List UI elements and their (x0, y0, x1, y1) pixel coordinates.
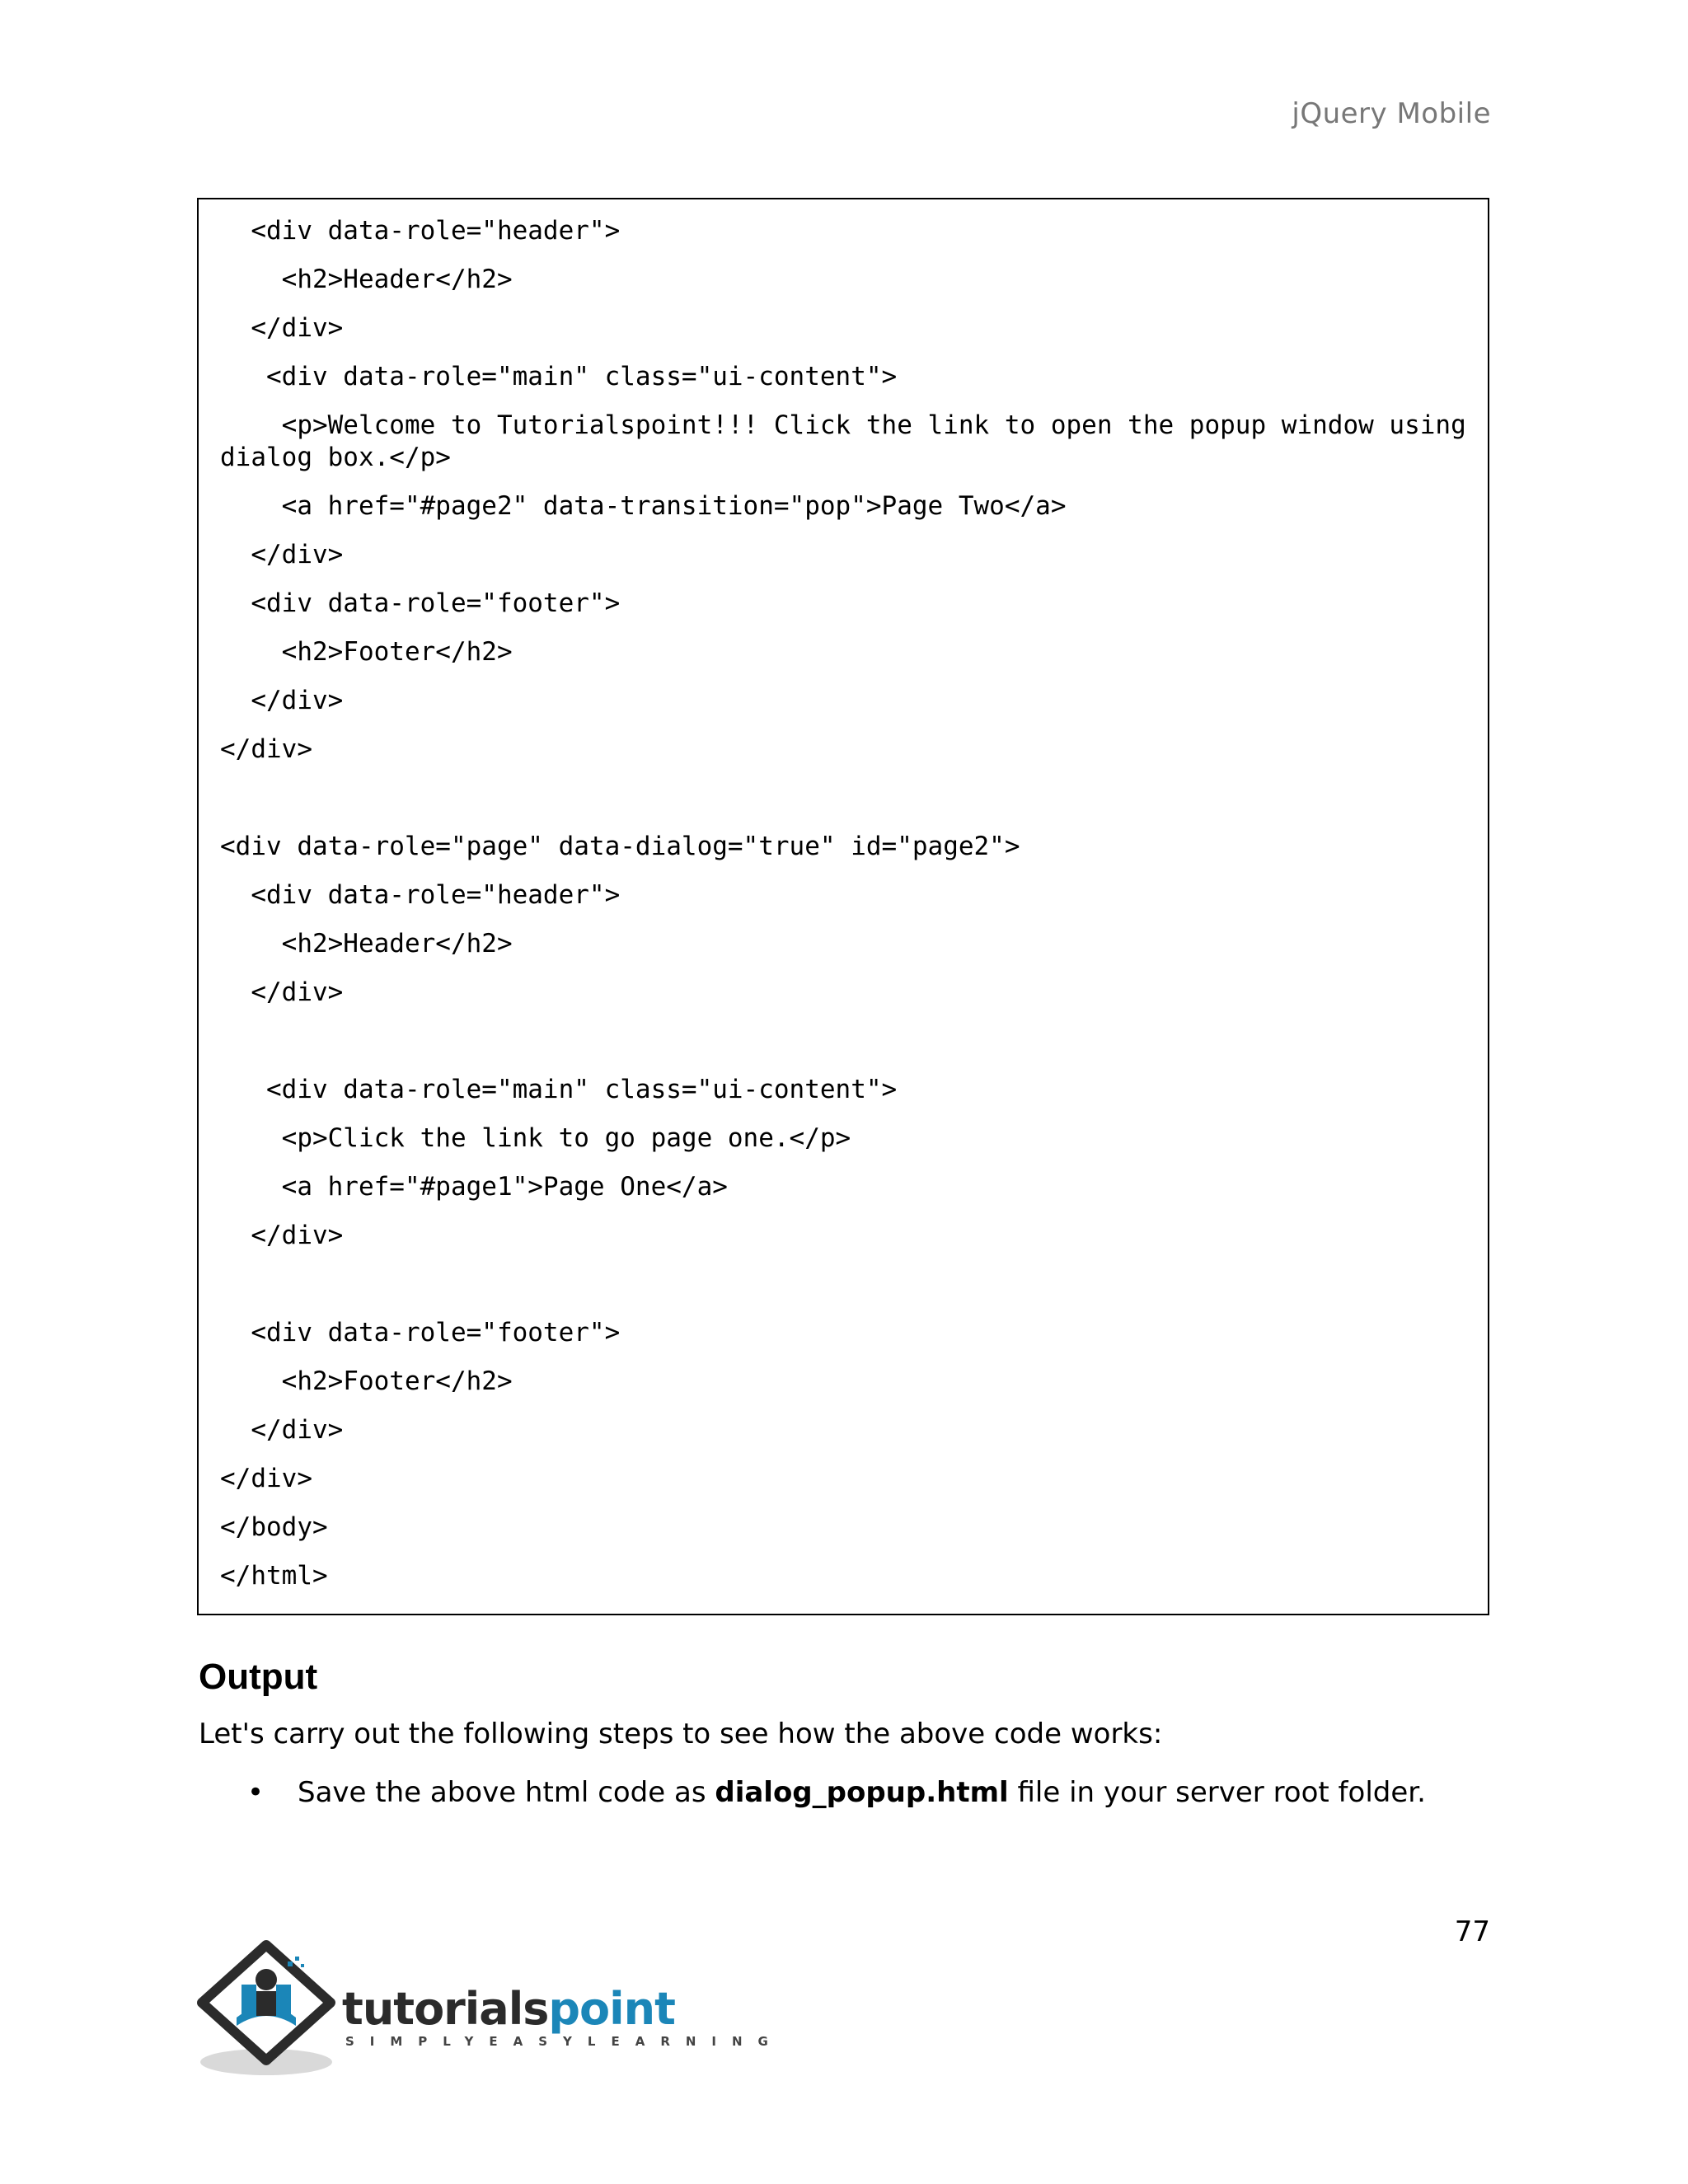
code-line: </div> (220, 540, 344, 569)
logo-word-part2: point (548, 1983, 675, 2035)
code-line: <div data-role="footer"> (220, 1318, 621, 1347)
code-line: </div> (220, 686, 344, 715)
list-item-text (298, 1776, 1426, 1809)
code-line: </div> (220, 977, 344, 1007)
file-name: dialog_popup.html (715, 1776, 1009, 1809)
code-line: </div> (220, 1221, 344, 1250)
code-line: <div data-role="main" class="ui-content"> (220, 1075, 898, 1104)
code-line: <div data-role="main" class="ui-content"> (220, 362, 898, 391)
code-line: <div data-role="footer"> (220, 588, 621, 618)
code-line: <h2>Footer</h2> (220, 637, 513, 667)
intro-paragraph: Let's carry out the following steps to see how the above code works: (199, 1718, 1163, 1750)
code-line: dialog box.</p> (220, 443, 451, 472)
code-line: </div> (220, 734, 312, 764)
code-line: <p>Welcome to Tutorialspoint!!! Click the link to open the popup window using (220, 410, 1466, 440)
code-line: <a href="#page1">Page One</a> (220, 1172, 728, 1202)
logo-word-part1: tutorials (342, 1983, 549, 2035)
code-line: <p>Click the link to go page one.</p> (220, 1123, 851, 1153)
code-line: <div data-role="header"> (220, 880, 621, 910)
code-line: </body> (220, 1512, 328, 1542)
code-line: <a href="#page2" data-transition="pop">Page Two</a> (220, 491, 1067, 521)
code-line: </div> (220, 1464, 312, 1493)
code-block (197, 198, 1489, 1615)
code-line: <h2>Footer</h2> (220, 1366, 513, 1396)
tutorialspoint-logo-icon (195, 1937, 344, 2085)
logo-wordmark (342, 1983, 675, 2035)
code-line: </div> (220, 1415, 344, 1445)
code-line: </div> (220, 313, 344, 343)
bullet-icon: • (247, 1776, 265, 1809)
list-item-prefix: Save the above html code as (298, 1776, 715, 1809)
code-line: <h2>Header</h2> (220, 265, 513, 294)
code-line: <h2>Header</h2> (220, 929, 513, 958)
tutorialspoint-logo (195, 1937, 784, 2085)
code-line: <div data-role="page" data-dialog="true" id="page2"> (220, 832, 1020, 861)
code-line: <div data-role="header"> (220, 216, 621, 246)
running-header: jQuery Mobile (1292, 97, 1491, 130)
code-line: </html> (220, 1561, 328, 1591)
page-number: 77 (1454, 1915, 1490, 1948)
logo-tagline: SIMPLYEASYLEARNING (345, 2034, 784, 2049)
list-item-suffix: file in your server root folder. (1008, 1776, 1426, 1809)
section-heading-output: Output (199, 1657, 318, 1697)
